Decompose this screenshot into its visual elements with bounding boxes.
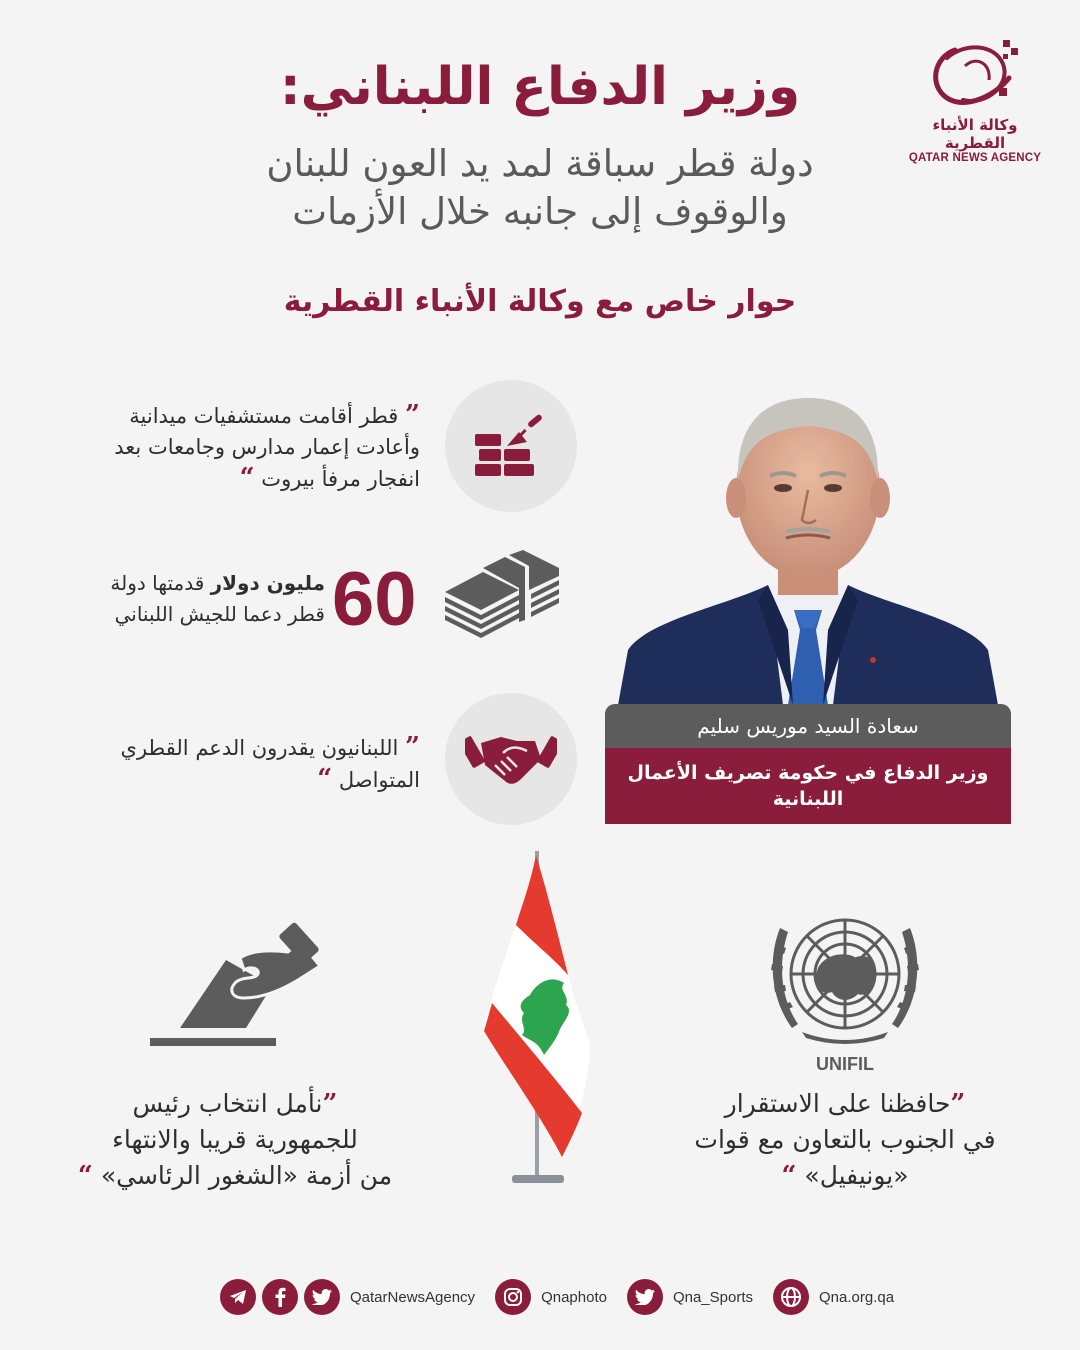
social-footer (220, 1276, 908, 1318)
money-icon-wrap (443, 550, 561, 648)
close-quote-mark: “ (317, 764, 333, 794)
interview-tagline: حوار خاص مع وكالة الأنباء القطرية (283, 284, 797, 319)
instagram-icon[interactable] (495, 1279, 531, 1315)
twitter-icon[interactable] (304, 1279, 340, 1315)
close-quote-mark: “ (77, 1161, 93, 1191)
page-title: وزير الدفاع اللبناني: (279, 57, 801, 117)
open-quote-mark: ” (405, 400, 420, 430)
bottom-right-line-1: حافظنا على الاستقرار (724, 1089, 951, 1118)
open-quote-mark: ” (405, 732, 420, 762)
aid-amount-number: 60 (332, 557, 417, 642)
highlight-1-line-3: انفجار مرفأ بيروت (261, 467, 420, 491)
highlight-2-line-2: قطر دعما للجيش اللبناني (114, 602, 325, 626)
highlight-1-line-1: قطر أقامت مستشفيات ميدانية (129, 404, 399, 428)
ballot-icon-wrap (148, 920, 328, 1054)
twitter-icon[interactable] (627, 1279, 663, 1315)
un-emblem-icon (762, 908, 928, 1048)
bottom-left-line-3: من أزمة «الشغور الرئاسي» (100, 1161, 393, 1190)
bottom-left-line-1: نأمل انتخاب رئيس (132, 1089, 323, 1118)
flag-wrap (478, 845, 598, 1194)
unifil-emblem-wrap (762, 908, 928, 1075)
money-stack-icon (443, 550, 561, 644)
minister-name-bar: سعادة السيد موريس سليم (605, 704, 1011, 748)
reconstruction-icon-circle (445, 380, 577, 512)
minister-photo (618, 380, 998, 705)
highlight-3-line-2: المتواصل (338, 768, 420, 792)
footer-label-qnaphoto[interactable]: Qnaphoto (541, 1288, 607, 1306)
handshake-icon (465, 729, 557, 789)
highlight-quote-2 (70, 568, 325, 630)
minister-role-bar (605, 748, 1011, 824)
close-quote-mark: “ (781, 1161, 797, 1191)
highlight-quote-3 (95, 732, 420, 796)
logo-name-english: QATAR NEWS AGENCY (908, 152, 1042, 164)
brick-wall-trowel-icon (473, 414, 549, 478)
bottom-right-line-3: «يونيفيل» (804, 1161, 909, 1190)
lebanon-flag-icon (478, 845, 598, 1190)
highlight-2-line-1: قدمتها دولة (110, 571, 211, 595)
footer-label-website[interactable]: Qna.org.qa (819, 1288, 895, 1306)
subtitle-line-1: دولة قطر سباقة لمد يد العون للبنان (266, 142, 814, 185)
ballot-vote-icon (148, 920, 328, 1050)
qna-orbit-logo-icon (925, 36, 1025, 114)
footer-label-qna[interactable]: QatarNewsAgency (350, 1288, 476, 1306)
minister-portrait (618, 380, 998, 705)
bottom-left-line-2: للجمهورية قريبا والانتهاء (112, 1125, 358, 1154)
highlight-quote-1 (80, 400, 420, 495)
bottom-quote-right (665, 1086, 1025, 1194)
footer-label-qna-sports[interactable]: Qna_Sports (672, 1288, 753, 1306)
page-subtitle (150, 140, 930, 236)
globe-icon[interactable] (773, 1279, 809, 1315)
aid-amount-unit: مليون دولار (210, 571, 325, 595)
close-quote-mark: “ (239, 463, 255, 493)
highlight-1-line-2: وأعادت إعمار مدارس وجامعات بعد (114, 435, 420, 459)
handshake-icon-circle (445, 693, 577, 825)
bottom-right-line-2: في الجنوب بالتعاون مع قوات (694, 1125, 996, 1154)
telegram-icon[interactable] (220, 1279, 256, 1315)
bottom-quote-left (55, 1086, 415, 1194)
open-quote-mark: ” (322, 1089, 338, 1119)
logo-name-arabic: وكالة الأنباء القطرية (932, 116, 1018, 152)
role-line-1: وزير الدفاع في حكومة تصريف الأعمال (627, 762, 989, 784)
open-quote-mark: ” (950, 1089, 966, 1119)
subtitle-line-2: والوقوف إلى جانبه خلال الأزمات (292, 190, 788, 233)
highlight-3-line-1: اللبنانيون يقدرون الدعم القطري (120, 736, 399, 760)
facebook-icon[interactable] (262, 1279, 298, 1315)
role-line-2: اللبنانية (772, 788, 844, 810)
unifil-label: UNIFIL (816, 1054, 874, 1074)
